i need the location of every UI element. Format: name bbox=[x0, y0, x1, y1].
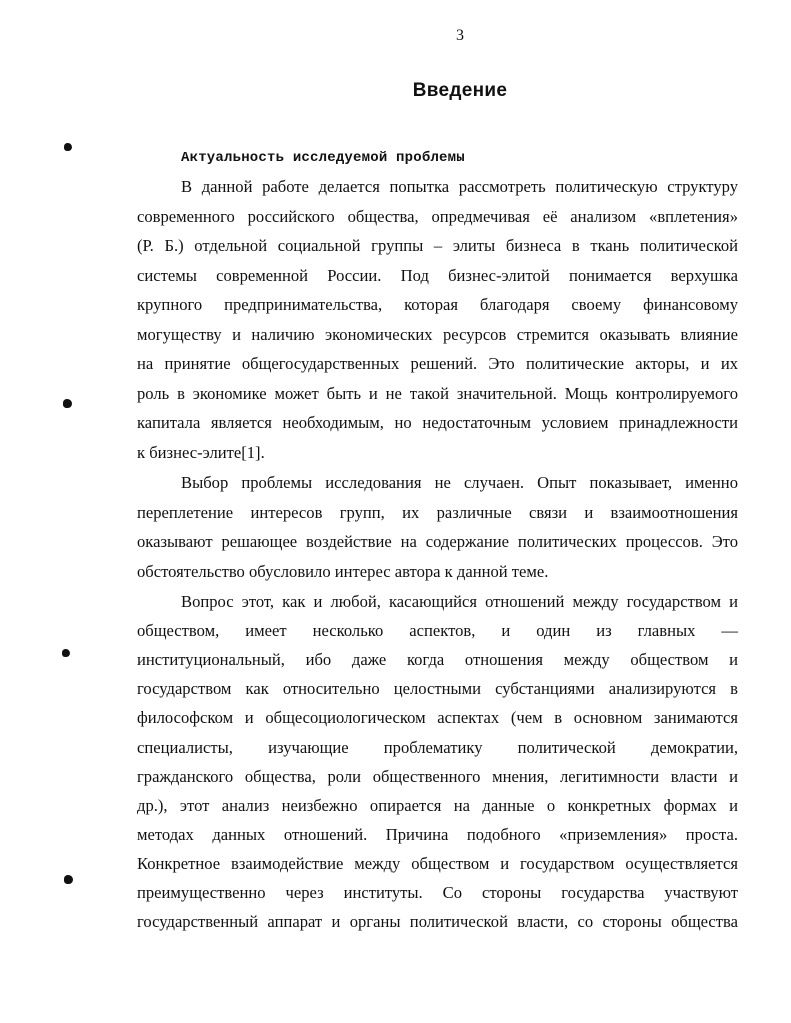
text-line: др.), этот анализ неизбежно опирается на данные о конкретных формах и bbox=[137, 796, 738, 815]
text-line: философском и общесоциологическом аспектах (чем в основном занимаются bbox=[137, 708, 738, 727]
text-line: институциональный, ибо даже когда отношения между обществом и bbox=[137, 650, 738, 669]
text-line: Конкретное взаимодействие между обществом и государством осуществляется bbox=[137, 854, 738, 873]
text-line: (Р. Б.) отдельной социальной группы – элиты бизнеса в ткань политической bbox=[137, 236, 738, 255]
text-line: капитала является необходимым, но недостаточным условием принадлежности bbox=[137, 413, 738, 432]
text-line: переплетение интересов групп, их различные связи и взаимоотношения bbox=[137, 503, 738, 522]
text-line: крупного предпринимательства, которая благодаря своему финансовому bbox=[137, 295, 738, 314]
scan-mark-icon bbox=[64, 875, 73, 884]
text-line: могуществу и наличию экономических ресурсов стремится оказывать влияние bbox=[137, 325, 738, 344]
page-title: Введение bbox=[412, 80, 508, 101]
text-line: преимущественно через институты. Со стороны государства участвуют bbox=[137, 883, 738, 902]
text-line: системы современной России. Под бизнес-элитой понимается верхушка bbox=[137, 266, 738, 285]
scan-mark-icon bbox=[64, 143, 72, 151]
text-line: Выбор проблемы исследования не случаен. Опыт показывает, именно bbox=[181, 473, 738, 492]
text-line: государственный аппарат и органы политической власти, со стороны общества bbox=[137, 912, 738, 931]
text-line: обстоятельство обусловило интерес автора к данной теме. bbox=[137, 562, 549, 581]
text-line: современного российского общества, опредмечивая её анализом «вплетения» bbox=[137, 207, 738, 226]
text-line: на принятие общегосударственных решений. Это политические акторы, и их bbox=[137, 354, 738, 373]
text-line: гражданского общества, роли общественного мнения, легитимности власти и bbox=[137, 767, 738, 786]
text-line: Вопрос этот, как и любой, касающийся отношений между государством и bbox=[181, 592, 738, 611]
text-line: к бизнес-элите[1]. bbox=[137, 443, 265, 462]
text-line: обществом, имеет несколько аспектов, и один из главных — bbox=[137, 621, 738, 640]
text-line: оказывают решающее воздействие на содержание политических процессов. Это bbox=[137, 532, 738, 551]
text-line: государством как относительно целостными субстанциями анализируются в bbox=[137, 679, 738, 698]
page-number: 3 bbox=[456, 27, 464, 44]
text-line: роль в экономике может быть и не такой значительной. Мощь контролируемого bbox=[137, 384, 738, 403]
section-heading: Актуальность исследуемой проблемы bbox=[181, 150, 465, 166]
scan-mark-icon bbox=[63, 399, 72, 408]
scan-mark-icon bbox=[62, 649, 70, 657]
text-line: специалисты, изучающие проблематику политической демократии, bbox=[137, 738, 738, 757]
text-line: В данной работе делается попытка рассмотреть политическую структуру bbox=[181, 177, 738, 196]
text-line: методах данных отношений. Причина подобного «приземления» проста. bbox=[137, 825, 738, 844]
